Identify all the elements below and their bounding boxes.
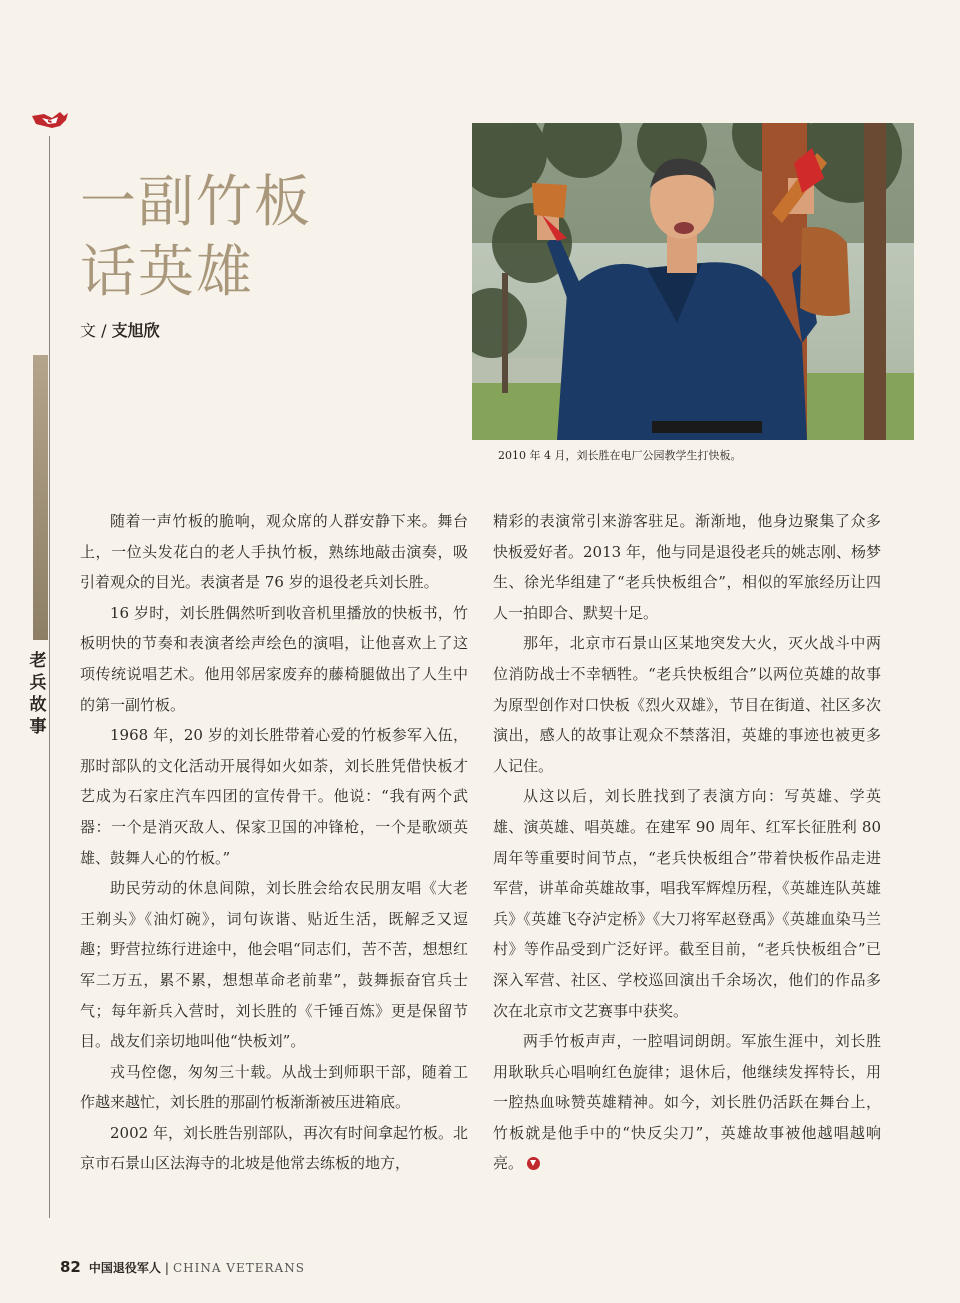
article-column-left: [80, 506, 468, 1179]
paragraph: 1968 年，20 岁的刘长胜带着心爱的竹板参军入伍，那时部队的文化活动开展得如火如荼，刘长胜凭借快板才艺成为石家庄汽车四团的宣传骨干。他说：“我有两个武器：一个是消灭敌人、保家卫国的冲锋枪，一个是歌颂英雄、鼓舞人心的竹板。”: [80, 726, 468, 867]
paragraph: 2002 年，刘长胜告别部队，再次有时间拿起竹板。北京市石景山区法海寺的北坡是他常去练板的地方，: [80, 1123, 468, 1173]
end-mark-icon: [527, 1157, 540, 1170]
section-label: 老兵故事: [29, 651, 47, 737]
byline-prefix: 文 /: [80, 321, 112, 340]
article-title: [80, 168, 312, 308]
article-photo: [472, 123, 914, 440]
paragraph: 戎马倥偬，匆匆三十载。从战士到师职干部，随着工作越来越忙，刘长胜的那副竹板渐渐被压进箱底。: [80, 1062, 468, 1112]
photo-caption: 2010 年 4 月，刘长胜在电厂公园教学生打快板。: [498, 449, 742, 462]
footer-separator: |: [164, 1261, 169, 1275]
title-line-1: 一副竹板: [80, 170, 312, 235]
margin-rule: [49, 136, 50, 1218]
magazine-logo-icon: [30, 108, 70, 134]
title-line-2: 话英雄: [80, 240, 254, 305]
paragraph: 那年，北京市石景山区某地突发大火，灭火战斗中两位消防战士不幸牺牲。“老兵快板组合”以两位英雄的故事为原型创作对口快板《烈火双雄》，节目在街道、社区多次演出，感人的故事让观众不禁落泪，英雄的事迹也被更多人记住。: [493, 634, 881, 775]
magazine-name-cn: 中国退役军人: [88, 1261, 161, 1275]
paragraph: 随着一声竹板的脆响，观众席的人群安静下来。舞台上，一位头发花白的老人手执竹板，熟练地敲击演奏，吸引着观众的目光。表演者是 76 岁的退役老兵刘长胜。: [80, 512, 468, 592]
author-name: 支旭欣: [111, 321, 160, 340]
paragraph: 从这以后，刘长胜找到了表演方向：写英雄、学英雄、演英雄、唱英雄。在建军 90 周年、红军长征胜利 80 周年等重要时间节点，“老兵快板组合”带着快板作品走进军营，讲革命英雄故事，唱我军辉煌历程，《英雄连队英雄兵》《英雄飞夺泸定桥》《大刀将军赵登禹》《英雄血染马兰村》等作品受到广泛好评。截至目前，“老兵快板组合”已深入军营、社区、学校巡回演出千余场次，他们的作品多次在北京市文艺赛事中获奖。: [493, 787, 881, 1020]
byline: [80, 318, 160, 341]
paragraph-last: [493, 1026, 881, 1179]
paragraph: 助民劳动的休息间隙，刘长胜会给农民朋友唱《大老王剃头》《油灯碗》，词句诙谐、贴近生活，既解乏又逗趣；野营拉练行进途中，他会唱“同志们，苦不苦，想想红军二万五，累不累，想想革命老前辈”，鼓舞振奋官兵士气；每年新兵入营时，刘长胜的《千锤百炼》更是保留节目。战友们亲切地叫他“快板刘”。: [80, 879, 468, 1051]
paragraph-text: 两手竹板声声，一腔唱词朗朗。军旅生涯中，刘长胜用耿耿兵心唱响红色旋律；退休后，他继续发挥特长，用一腔热血咏赞英雄精神。如今，刘长胜仍活跃在舞台上，竹板就是他手中的“快反尖刀”，英雄故事被他越唱越响亮。: [493, 1032, 881, 1173]
page-footer: [60, 1258, 305, 1276]
page-number: 82: [60, 1258, 81, 1276]
article-column-right: [493, 506, 881, 1179]
paragraph: 16 岁时，刘长胜偶然听到收音机里播放的快板书，竹板明快的节奏和表演者绘声绘色的演唱，让他喜欢上了这项传统说唱艺术。他用邻居家废弃的藤椅腿做出了人生中的第一副竹板。: [80, 603, 468, 714]
magazine-name-en: CHINA VETERANS: [172, 1261, 305, 1275]
section-band: [33, 355, 48, 640]
paragraph: 精彩的表演常引来游客驻足。渐渐地，他身边聚集了众多快板爱好者。2013 年，他与同是退役老兵的姚志刚、杨梦生、徐光华组建了“老兵快板组合”，相似的军旅经历让四人一拍即合、默契十足。: [493, 512, 881, 622]
